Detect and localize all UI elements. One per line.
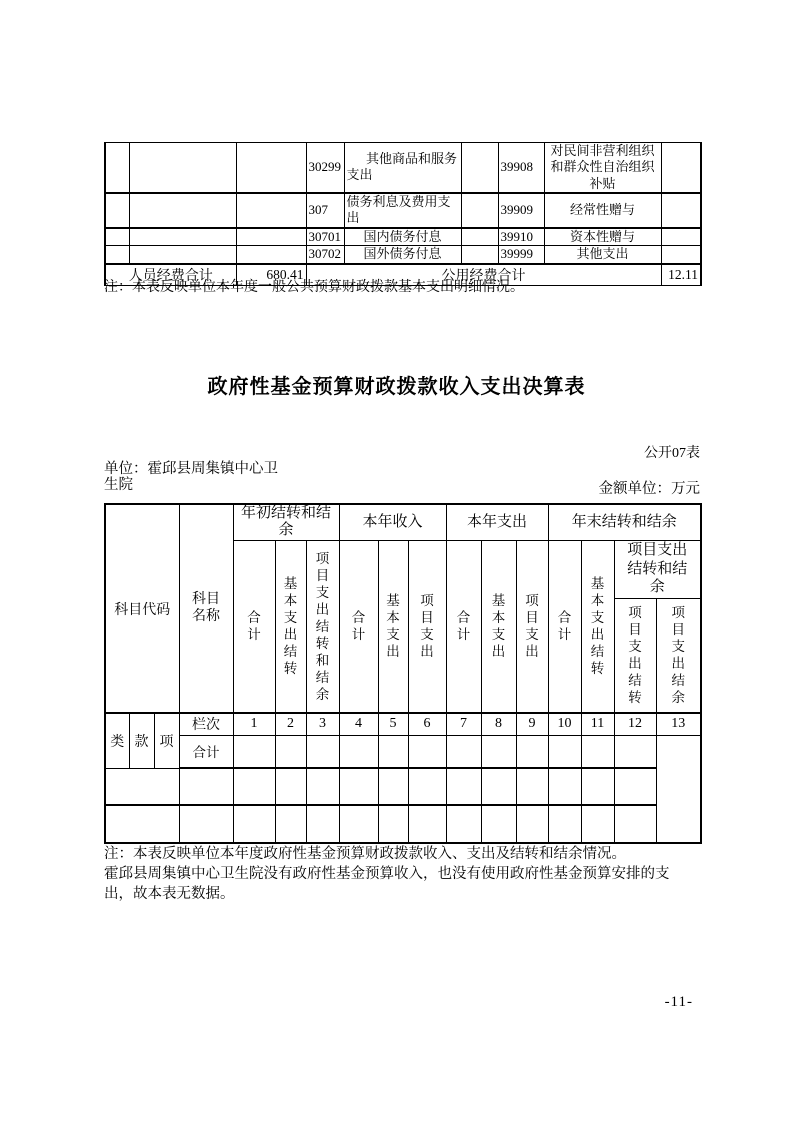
empty-cell: [233, 735, 275, 768]
empty-cell: [378, 735, 408, 768]
header-group-row: [105, 504, 701, 540]
name-cell: 其他支出: [544, 246, 661, 264]
table1-note: 注：本表反映单位本年度一般公共预算财政拨款基本支出明细情况。: [104, 280, 524, 295]
code-cell: 30701: [306, 228, 344, 246]
empty-cell: [236, 143, 306, 193]
empty-cell: [581, 735, 614, 768]
code-cell: 39999: [498, 246, 544, 264]
empty-cell: [339, 768, 378, 805]
code-cell: 39909: [498, 193, 544, 228]
empty-cell: [481, 768, 516, 805]
empty-cell: [105, 143, 129, 193]
column-number-row: [105, 713, 701, 735]
empty-cell: [516, 735, 548, 768]
name-cell: 资本性赠与: [544, 228, 661, 246]
name-cell: 其他商品和服务支出: [344, 143, 461, 193]
empty-cell: [233, 805, 275, 843]
empty-cell: [661, 193, 701, 228]
empty-cell: [408, 805, 446, 843]
empty-cell: [179, 805, 233, 843]
col10-total: 合计: [548, 540, 581, 713]
col13-project-balance: 项目支出结余: [656, 598, 701, 713]
table2-note-line: 注：本表反映单位本年度政府性基金预算财政拨款收入、支出及结转和结余情况。: [104, 846, 626, 862]
empty-cell: [339, 735, 378, 768]
project-carryover-balance-header: 项目支出结转和结余: [614, 540, 701, 598]
col4-total: 合计: [339, 540, 378, 713]
empty-cell: [275, 768, 306, 805]
col8-basic-expenditure: 基本支出: [481, 540, 516, 713]
empty-cell: [179, 768, 233, 805]
empty-cell: [339, 805, 378, 843]
code-cell: 30702: [306, 246, 344, 264]
empty-cell: [129, 193, 236, 228]
empty-cell: [614, 805, 656, 843]
empty-cell: [105, 228, 129, 246]
col-number: 12: [614, 713, 656, 735]
col1-total: 合计: [233, 540, 275, 713]
group-current-expenditure: 本年支出: [446, 504, 548, 540]
empty-cell: [129, 143, 236, 193]
page-title: 政府性基金预算财政拨款收入支出决算表: [207, 376, 586, 398]
empty-cell: [129, 228, 236, 246]
row-label: 栏次: [179, 713, 233, 735]
empty-cell: [129, 246, 236, 264]
subject-name-header: 科目名称: [179, 504, 233, 713]
empty-cell: [408, 735, 446, 768]
empty-cell: [548, 768, 581, 805]
empty-cell: [105, 246, 129, 264]
col9-project-expenditure: 项目支出: [516, 540, 548, 713]
group-opening-balance: 年初结转和结余: [233, 504, 339, 540]
empty-data-row: [105, 805, 701, 843]
col-number: 3: [306, 713, 339, 735]
empty-cell: [378, 805, 408, 843]
name-cell: 经常性赠与: [544, 193, 661, 228]
col-number: 4: [339, 713, 378, 735]
group-current-income: 本年收入: [339, 504, 446, 540]
col12-project-carryover: 项目支出结转: [614, 598, 656, 713]
empty-cell: [105, 768, 179, 805]
empty-data-row: [105, 768, 701, 805]
table-row: [105, 193, 701, 228]
table2-note-line: 霍邱县周集镇中心卫生院没有政府性基金预算收入，也没有使用政府性基金预算安排的支出，故本表无数据。: [104, 866, 670, 902]
col-number: 10: [548, 713, 581, 735]
empty-cell: [236, 193, 306, 228]
col-number: 1: [233, 713, 275, 735]
table-row: [105, 246, 701, 264]
empty-cell: [516, 805, 548, 843]
col-number: 5: [378, 713, 408, 735]
name-cell: 国外债务付息: [344, 246, 461, 264]
col7-total: 合计: [446, 540, 481, 713]
empty-cell: [306, 805, 339, 843]
col-number: 11: [581, 713, 614, 735]
empty-cell: [461, 193, 498, 228]
empty-cell: [614, 768, 656, 805]
empty-cell: [461, 143, 498, 193]
col-number: 6: [408, 713, 446, 735]
fund-budget-table: [104, 503, 702, 844]
personnel-total-value: 680.41: [236, 264, 306, 286]
col-number: 9: [516, 713, 548, 735]
empty-cell: [275, 735, 306, 768]
code-cell: 30299: [306, 143, 344, 193]
empty-cell: [461, 228, 498, 246]
code-cell: 307: [306, 193, 344, 228]
col6-project-expenditure: 项目支出: [408, 540, 446, 713]
col-number: 13: [656, 713, 701, 735]
empty-cell: [614, 735, 656, 768]
name-cell: 债务利息及费用支出: [344, 193, 461, 228]
empty-cell: [581, 805, 614, 843]
name-cell: 国内债务付息: [344, 228, 461, 246]
empty-cell: [233, 768, 275, 805]
col2-basic-carryover: 基本支出结转: [275, 540, 306, 713]
empty-cell: [661, 143, 701, 193]
empty-cell: [105, 805, 179, 843]
subject-code-header: 科目代码: [105, 504, 179, 713]
empty-cell: [548, 805, 581, 843]
empty-cell: [446, 805, 481, 843]
total-row-label: 合计: [179, 735, 233, 768]
unit-name: 单位：霍邱县周集镇中心卫生院: [104, 461, 278, 493]
empty-cell: [378, 768, 408, 805]
empty-cell: [306, 768, 339, 805]
total-row: [105, 735, 701, 768]
personnel-total-label: 人员经费合计: [105, 264, 236, 286]
empty-cell: [661, 246, 701, 264]
empty-cell: [446, 768, 481, 805]
amount-unit: 金额单位：万元: [598, 481, 700, 497]
col-number: 2: [275, 713, 306, 735]
empty-cell: [461, 246, 498, 264]
empty-cell: [516, 768, 548, 805]
col3-project-carryover-balance: 项目支出结转和结余: [306, 540, 339, 713]
level-item: 项: [154, 713, 179, 768]
form-code: 公开07表: [644, 446, 700, 461]
col-number: 8: [481, 713, 516, 735]
code-cell: 39908: [498, 143, 544, 193]
empty-cell: [236, 246, 306, 264]
group-closing-balance: 年末结转和结余: [548, 504, 701, 540]
empty-cell: [236, 228, 306, 246]
col11-basic-carryover: 基本支出结转: [581, 540, 614, 713]
name-cell: 对民间非营利组织和群众性自治组织补贴: [544, 143, 661, 193]
page-number: -11-: [664, 994, 693, 1010]
empty-cell: [275, 805, 306, 843]
public-total-label: 公用经费合计: [306, 264, 661, 286]
level-section: 款: [129, 713, 154, 768]
empty-cell: [661, 228, 701, 246]
col5-basic-expenditure: 基本支出: [378, 540, 408, 713]
level-class: 类: [105, 713, 129, 768]
empty-cell: [548, 735, 581, 768]
empty-cell: [481, 735, 516, 768]
public-total-value: 12.11: [661, 264, 701, 286]
table-row: [105, 143, 701, 193]
empty-cell: [481, 805, 516, 843]
empty-cell: [581, 768, 614, 805]
empty-cell: [306, 735, 339, 768]
empty-cell: [105, 193, 129, 228]
table2-notes: [104, 844, 694, 904]
col-number: 7: [446, 713, 481, 735]
table-row: [105, 228, 701, 246]
code-cell: 39910: [498, 228, 544, 246]
empty-cell: [408, 768, 446, 805]
basic-expenditure-table: [104, 142, 702, 286]
empty-cell: [446, 735, 481, 768]
